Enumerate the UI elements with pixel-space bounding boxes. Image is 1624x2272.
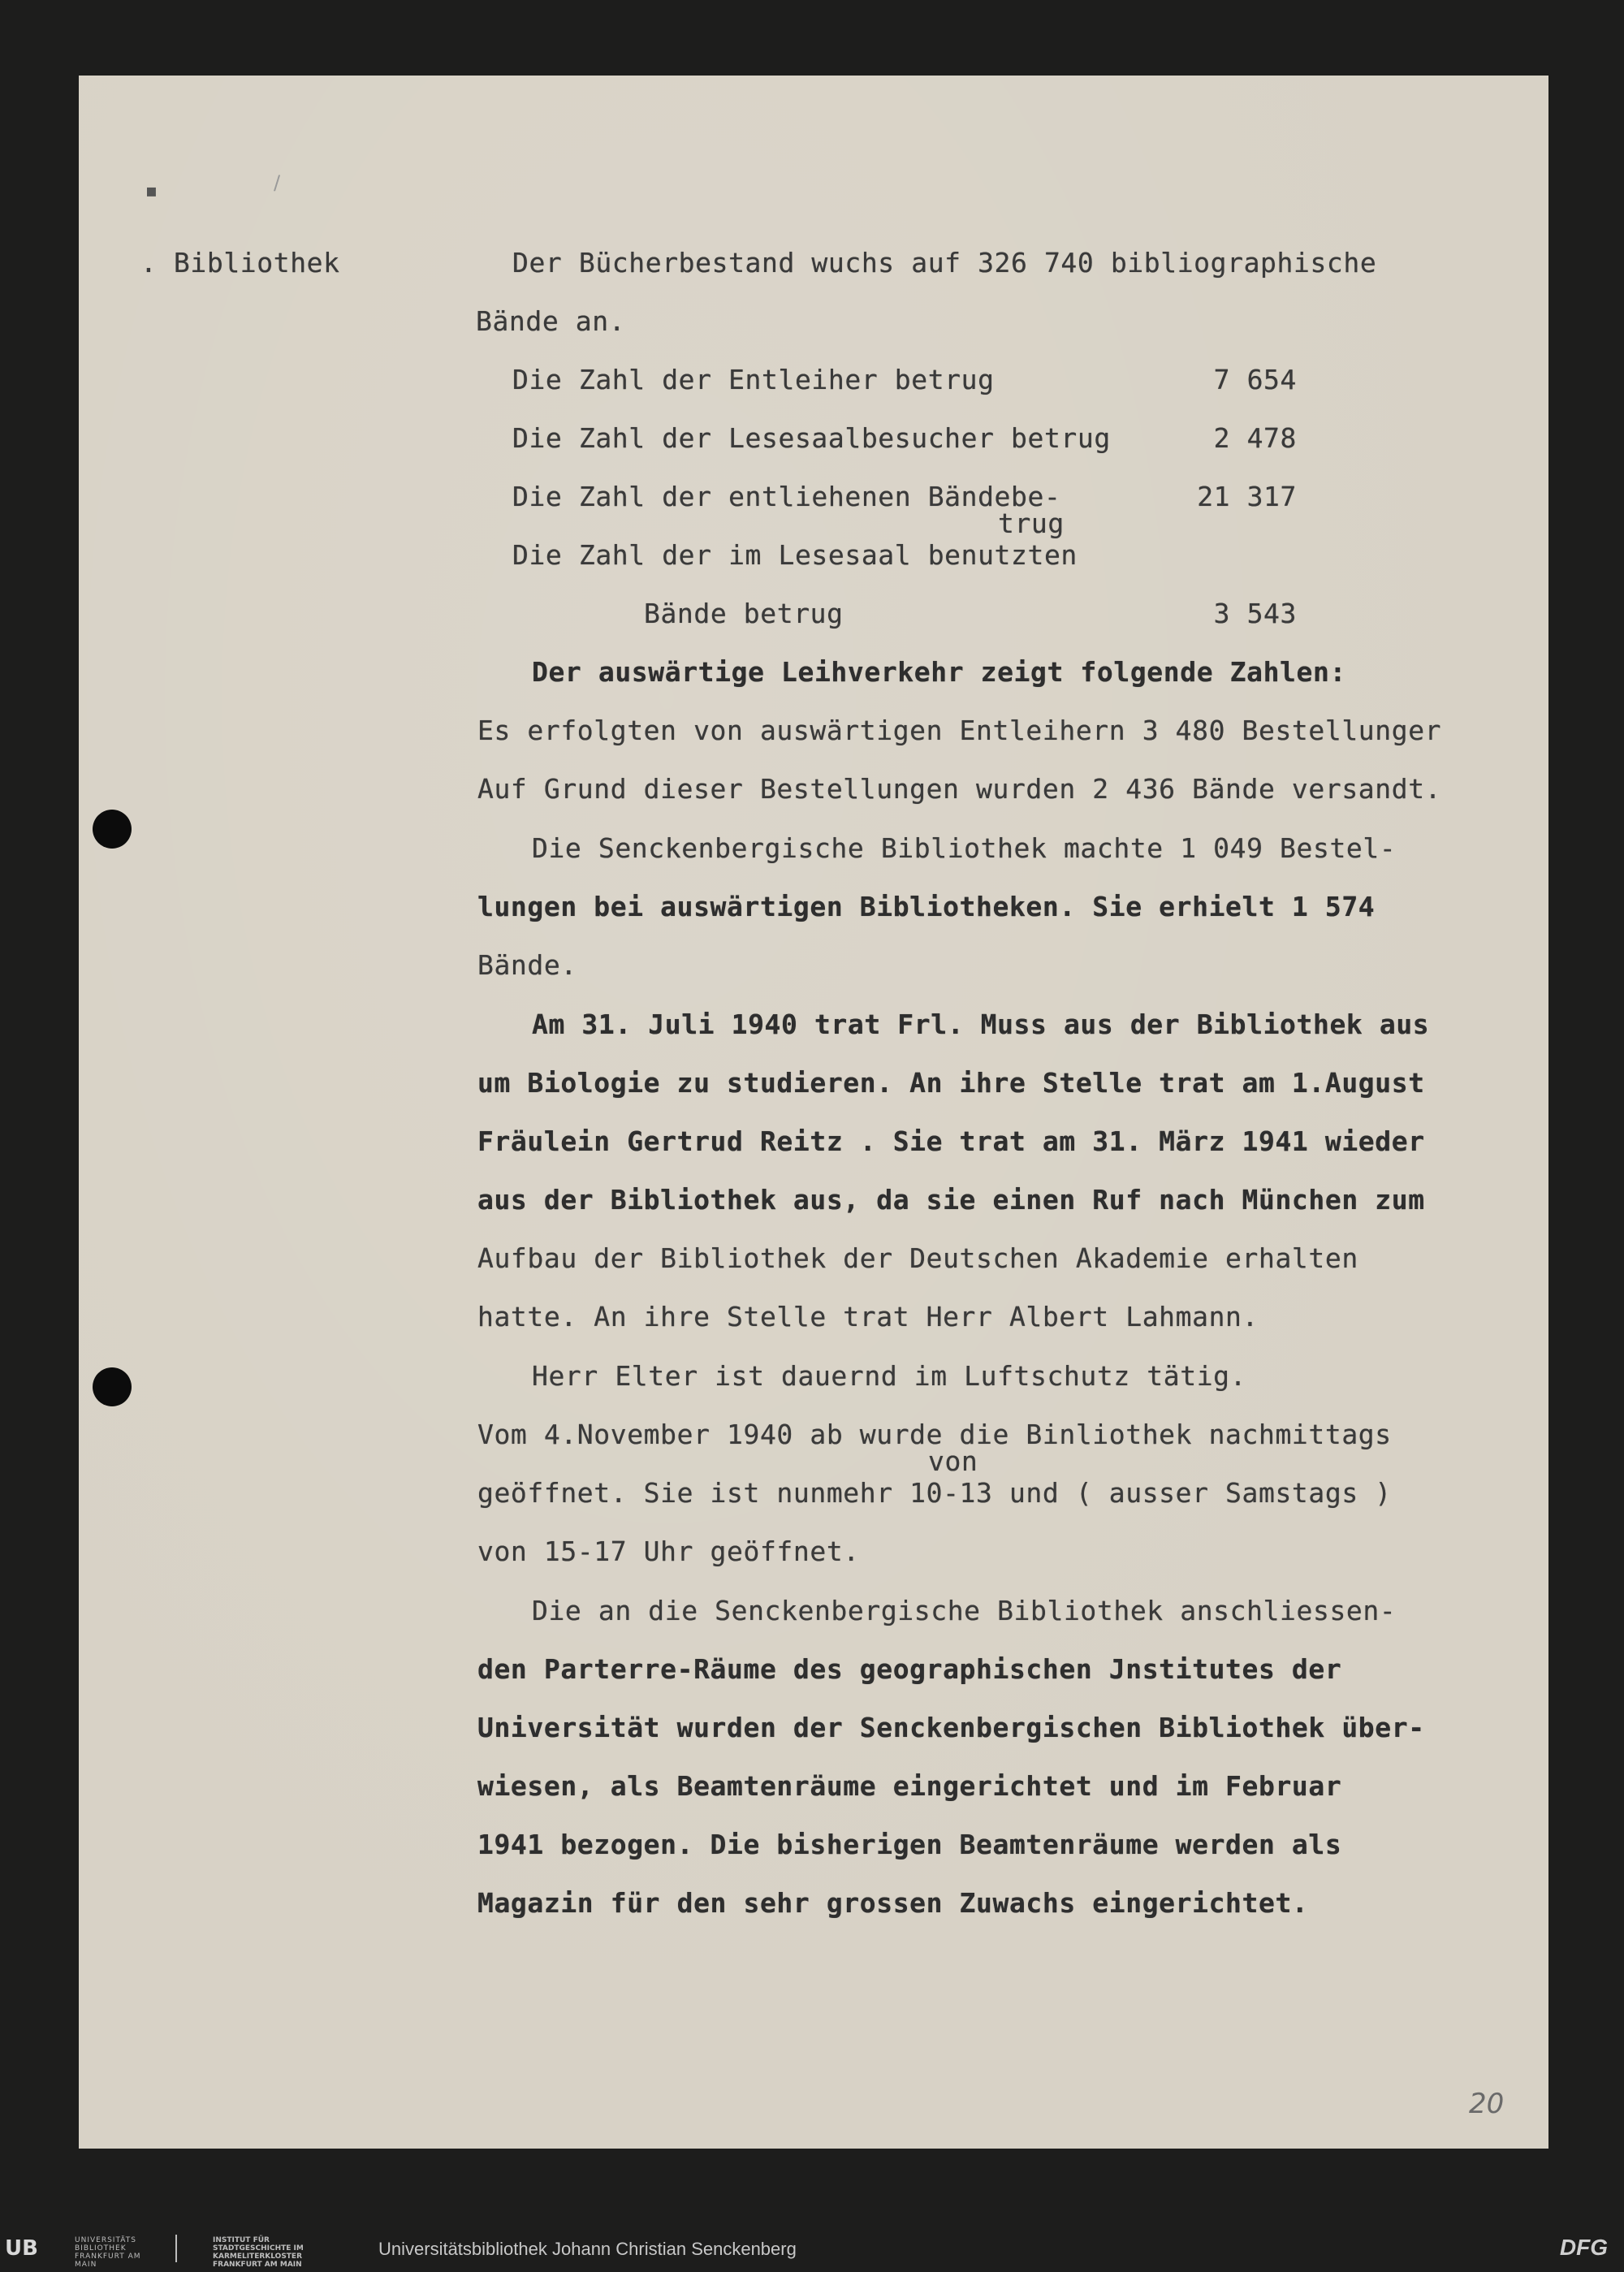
paragraph-line: Vom 4.November 1940 ab wurde die Binliothek nachmittags <box>477 1419 1392 1450</box>
stat-value: 2 478 <box>1213 422 1297 454</box>
insert-von: von <box>928 1445 978 1477</box>
stat-insert-trug: trug <box>998 508 1065 539</box>
stat-label: Die Zahl der Lesesaalbesucher betrug <box>512 422 1111 454</box>
paragraph-line: aus der Bibliothek aus, da sie einen Ruf nach München zum <box>477 1184 1425 1216</box>
paragraph-line: Herr Elter ist dauernd im Luftschutz tätig. <box>532 1360 1247 1392</box>
stat-label: Bände betrug <box>644 598 844 629</box>
paragraph-line: lungen bei auswärtigen Bibliotheken. Sie erhielt 1 574 <box>477 891 1376 922</box>
punch-hole-bottom <box>93 1367 132 1406</box>
stat-value: 7 654 <box>1213 364 1297 395</box>
ub-logo: UB <box>5 2236 38 2261</box>
margin-heading: . Bibliothek <box>140 247 340 279</box>
stat-label: Die Zahl der Entleiher betrug <box>512 364 995 395</box>
paragraph-line: Fräulein Gertrud Reitz . Sie trat am 31. März 1941 wieder <box>477 1125 1425 1157</box>
paragraph-line: 1941 bezogen. Die bisherigen Beamtenräume werden als <box>477 1829 1342 1860</box>
stat-value: 3 543 <box>1213 598 1297 629</box>
isg-logo-icon <box>175 2235 211 2262</box>
stat-value: 21 317 <box>1197 481 1297 512</box>
paragraph-line: Die Senckenbergische Bibliothek machte 1 049 Bestel- <box>532 832 1397 864</box>
paragraph-line: Auf Grund dieser Bestellungen wurden 2 436 Bände versandt. <box>477 773 1442 805</box>
page-number: 20 <box>1469 2088 1505 2120</box>
ub-logo-caption: UNIVERSITÄTS BIBLIOTHEK FRANKFURT AM MAIN <box>75 2236 141 2269</box>
intro-line-2: Bände an. <box>476 305 626 337</box>
punch-hole-top <box>93 810 132 849</box>
paragraph-line: geöffnet. Sie ist nunmehr 10-13 und ( ausser Samstags ) <box>477 1477 1392 1509</box>
stat-label: Die Zahl der entliehenen Bändebe- <box>512 481 1061 512</box>
paragraph-line: Magazin für den sehr grossen Zuwachs eingerichtet. <box>477 1887 1309 1919</box>
paragraph-line: wiesen, als Beamtenräume eingerichtet und im Februar <box>477 1770 1342 1802</box>
paragraph-line: um Biologie zu studieren. An ihre Stelle trat am 1.August <box>477 1067 1425 1099</box>
paragraph-line: Universität wurden der Senckenbergischen Bibliothek über- <box>477 1712 1425 1743</box>
intro-line: Der Bücherbestand wuchs auf 326 740 bibliographische <box>512 247 1377 279</box>
paragraph-line: Aufbau der Bibliothek der Deutschen Akademie erhalten <box>477 1242 1358 1274</box>
pencil-tick-mark: / <box>274 171 281 194</box>
paragraph-line: Die an die Senckenbergische Bibliothek anschliessen- <box>532 1595 1397 1626</box>
institution-name: Universitätsbibliothek Johann Christian Senckenberg <box>378 2239 797 2259</box>
isg-logo-caption: INSTITUT FÜR STADTGESCHICHTE IM KARMELITERKLOSTER FRANKFURT AM MAIN <box>213 2236 304 2269</box>
stat-label: Die Zahl der im Lesesaal benutzten <box>512 539 1078 571</box>
paragraph-line: Der auswärtige Leihverkehr zeigt folgende Zahlen: <box>532 656 1346 688</box>
ink-dot-mark: ▪ <box>145 181 158 201</box>
paragraph-line: von 15-17 Uhr geöffnet. <box>477 1536 860 1567</box>
dfg-logo: DFG <box>1559 2235 1608 2260</box>
paragraph-line: den Parterre-Räume des geographischen Jnstitutes der <box>477 1653 1342 1685</box>
paragraph-line: hatte. An ihre Stelle trat Herr Albert Lahmann. <box>477 1301 1259 1333</box>
paragraph-line: Am 31. Juli 1940 trat Frl. Muss aus der Bibliothek aus <box>532 1009 1430 1040</box>
footer-bar <box>0 2225 1624 2272</box>
paragraph-line: Bände. <box>477 949 577 981</box>
document-page <box>79 76 1548 2149</box>
paragraph-line: Es erfolgten von auswärtigen Entleihern 3 480 Bestellunger <box>477 715 1442 746</box>
